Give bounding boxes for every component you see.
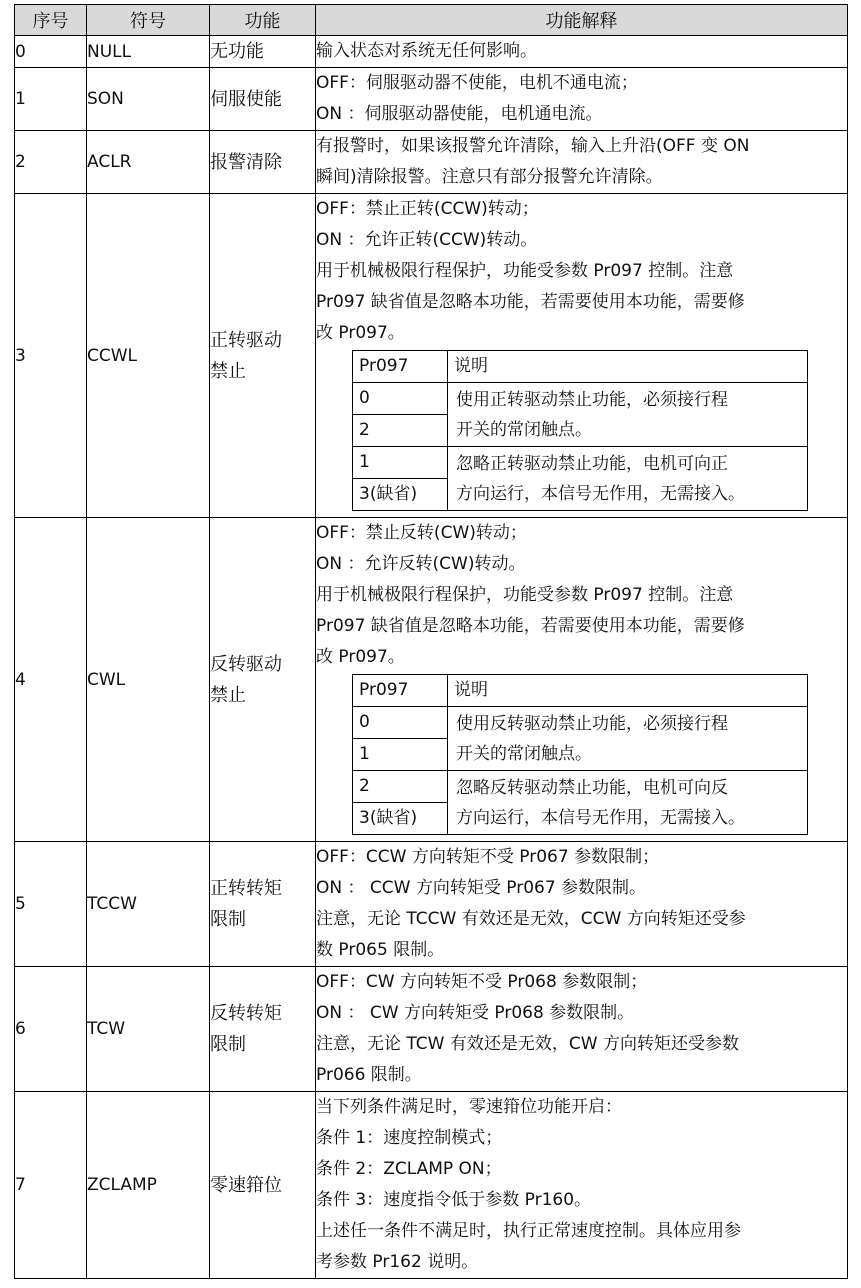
function-line: 限制 [210,909,246,930]
row-symbol: CCWL [87,194,210,518]
row-symbol: ZCLAMP [87,1092,210,1279]
table-body [15,36,848,1279]
function-line: 反转转矩 [210,1003,282,1024]
function-line: 禁止 [210,360,246,382]
pr097-value: 1 [353,739,448,771]
description-line: 条件 3：速度指令低于参数 Pr160。 [316,1190,592,1210]
row-index: 4 [15,518,87,842]
row-description [316,36,848,68]
pr097-explanation-line: 方向运行，本信号无作用，无需接入。 [456,483,745,504]
description-line: OFF：CCW 方向转矩不受 Pr067 参数限制； [316,847,660,867]
function-line: 正转转矩 [210,878,282,899]
function-line: 报警清除 [210,151,282,173]
table-header-row [15,5,848,36]
table-row [15,131,848,194]
row-function [210,131,316,194]
pr097-explanation-line: 使用反转驱动禁止功能，必须接行程 [456,713,728,734]
pr097-explanation-line: 忽略正转驱动禁止功能，电机可向正 [456,453,728,474]
pr097-value: 2 [353,771,448,803]
function-line: 无功能 [210,41,264,62]
table-row [15,68,848,131]
description-line: 瞬间)清除报警。注意只有部分报警允许清除。 [316,167,663,187]
function-line: 禁止 [210,684,246,706]
description-line: 数 Pr065 限制。 [316,940,445,960]
pr097-value: 3(缺省) [353,803,448,835]
row-index: 7 [15,1092,87,1279]
row-symbol: CWL [87,518,210,842]
description-line: 输入状态对系统无任何影响。 [316,41,537,61]
description-line: 注意，无论 TCCW 有效还是无效，CCW 方向转矩还受参 [316,909,746,929]
row-description [316,68,848,131]
pr097-header-param: Pr097 [353,351,448,383]
row-description [316,842,848,967]
description-line: ON ： CCW 方向转矩受 Pr067 参数限制。 [316,878,647,898]
pr097-row [353,707,808,739]
pr097-row [353,383,808,415]
row-function [210,842,316,967]
row-symbol: SON [87,68,210,131]
pr097-explanation [448,707,808,771]
table-row [15,842,848,967]
function-line: 正转驱动 [210,329,282,351]
pr097-value: 0 [353,707,448,739]
description-line: 改 Pr097。 [316,647,405,667]
pr097-row [353,771,808,803]
pr097-table [352,674,808,835]
description-line: 用于机械极限行程保护，功能受参数 Pr097 控制。注意 [316,261,734,281]
pr097-value: 2 [353,415,448,447]
document-page [14,4,847,1279]
header-index: 序号 [15,5,87,36]
pr097-value: 1 [353,447,448,479]
function-line: 限制 [210,1034,246,1055]
pr097-explanation [448,447,808,511]
description-line: 条件 1：速度控制模式； [316,1128,503,1148]
description-line: 当下列条件满足时，零速箝位功能开启： [316,1097,622,1117]
pr097-explanation-line: 方向运行，本信号无作用，无需接入。 [456,807,745,828]
header-function: 功能 [210,5,316,36]
table-row [15,967,848,1092]
pr097-explanation-line: 使用正转驱动禁止功能，必须接行程 [456,389,728,410]
pr097-header-param: Pr097 [353,675,448,707]
description-line: OFF：禁止反转(CW)转动； [316,523,527,543]
row-function [210,1092,316,1279]
row-index: 0 [15,36,87,68]
description-line: 有报警时，如果该报警允许清除，输入上升沿(OFF 变 ON [316,136,750,156]
pr097-explanation-line: 开关的常闭触点。 [456,743,592,764]
pr097-explanation [448,771,808,835]
description-line: Pr097 缺省值是忽略本功能，若需要使用本功能，需要修 [316,292,745,312]
table-row [15,194,848,518]
description-line: ON ：伺服驱动器使能，电机通电流。 [316,104,603,124]
description-line: Pr097 缺省值是忽略本功能，若需要使用本功能，需要修 [316,616,745,636]
description-line: OFF：伺服驱动器不使能，电机不通电流； [316,73,638,93]
description-line: ON ：允许正转(CCW)转动。 [316,230,538,250]
row-index: 5 [15,842,87,967]
description-line: 用于机械极限行程保护，功能受参数 Pr097 控制。注意 [316,585,734,605]
row-symbol: NULL [87,36,210,68]
header-symbol: 符号 [87,5,210,36]
header-description: 功能解释 [316,5,848,36]
table-row [15,36,848,68]
row-description [316,1092,848,1279]
description-line: 注意，无论 TCW 有效还是无效，CW 方向转矩还受参数 [316,1034,739,1054]
row-index: 3 [15,194,87,518]
row-description [316,131,848,194]
function-table [14,4,848,1279]
pr097-table [352,350,808,511]
row-function [210,518,316,842]
pr097-value: 0 [353,383,448,415]
row-symbol: ACLR [87,131,210,194]
row-description [316,194,848,518]
description-line: 考参数 Pr162 说明。 [316,1252,479,1272]
table-row [15,1092,848,1279]
pr097-row [353,447,808,479]
function-line: 伺服使能 [210,88,282,110]
row-description [316,967,848,1092]
description-line: ON ：允许反转(CW)转动。 [316,554,526,574]
description-line: OFF：禁止正转(CCW)转动； [316,199,539,219]
description-line: 改 Pr097。 [316,323,405,343]
row-index: 1 [15,68,87,131]
row-function [210,68,316,131]
pr097-header-row [353,351,808,383]
function-line: 零速箝位 [210,1174,282,1196]
row-function [210,36,316,68]
pr097-header-row [353,675,808,707]
description-line: ON ： CW 方向转矩受 Pr068 参数限制。 [316,1003,635,1023]
pr097-header-desc: 说明 [448,675,808,707]
pr097-explanation-line: 忽略反转驱动禁止功能，电机可向反 [456,777,728,798]
description-line: Pr066 限制。 [316,1065,422,1085]
row-symbol: TCCW [87,842,210,967]
pr097-explanation [448,383,808,447]
row-index: 2 [15,131,87,194]
description-line: OFF：CW 方向转矩不受 Pr068 参数限制； [316,972,648,992]
function-line: 反转驱动 [210,653,282,675]
row-function [210,194,316,518]
row-function [210,967,316,1092]
pr097-header-desc: 说明 [448,351,808,383]
description-line: 上述任一条件不满足时，执行正常速度控制。具体应用参 [316,1221,741,1241]
pr097-explanation-line: 开关的常闭触点。 [456,419,592,440]
table-row [15,518,848,842]
description-line: 条件 2：ZCLAMP ON； [316,1159,502,1179]
row-description [316,518,848,842]
row-symbol: TCW [87,967,210,1092]
pr097-value: 3(缺省) [353,479,448,511]
row-index: 6 [15,967,87,1092]
